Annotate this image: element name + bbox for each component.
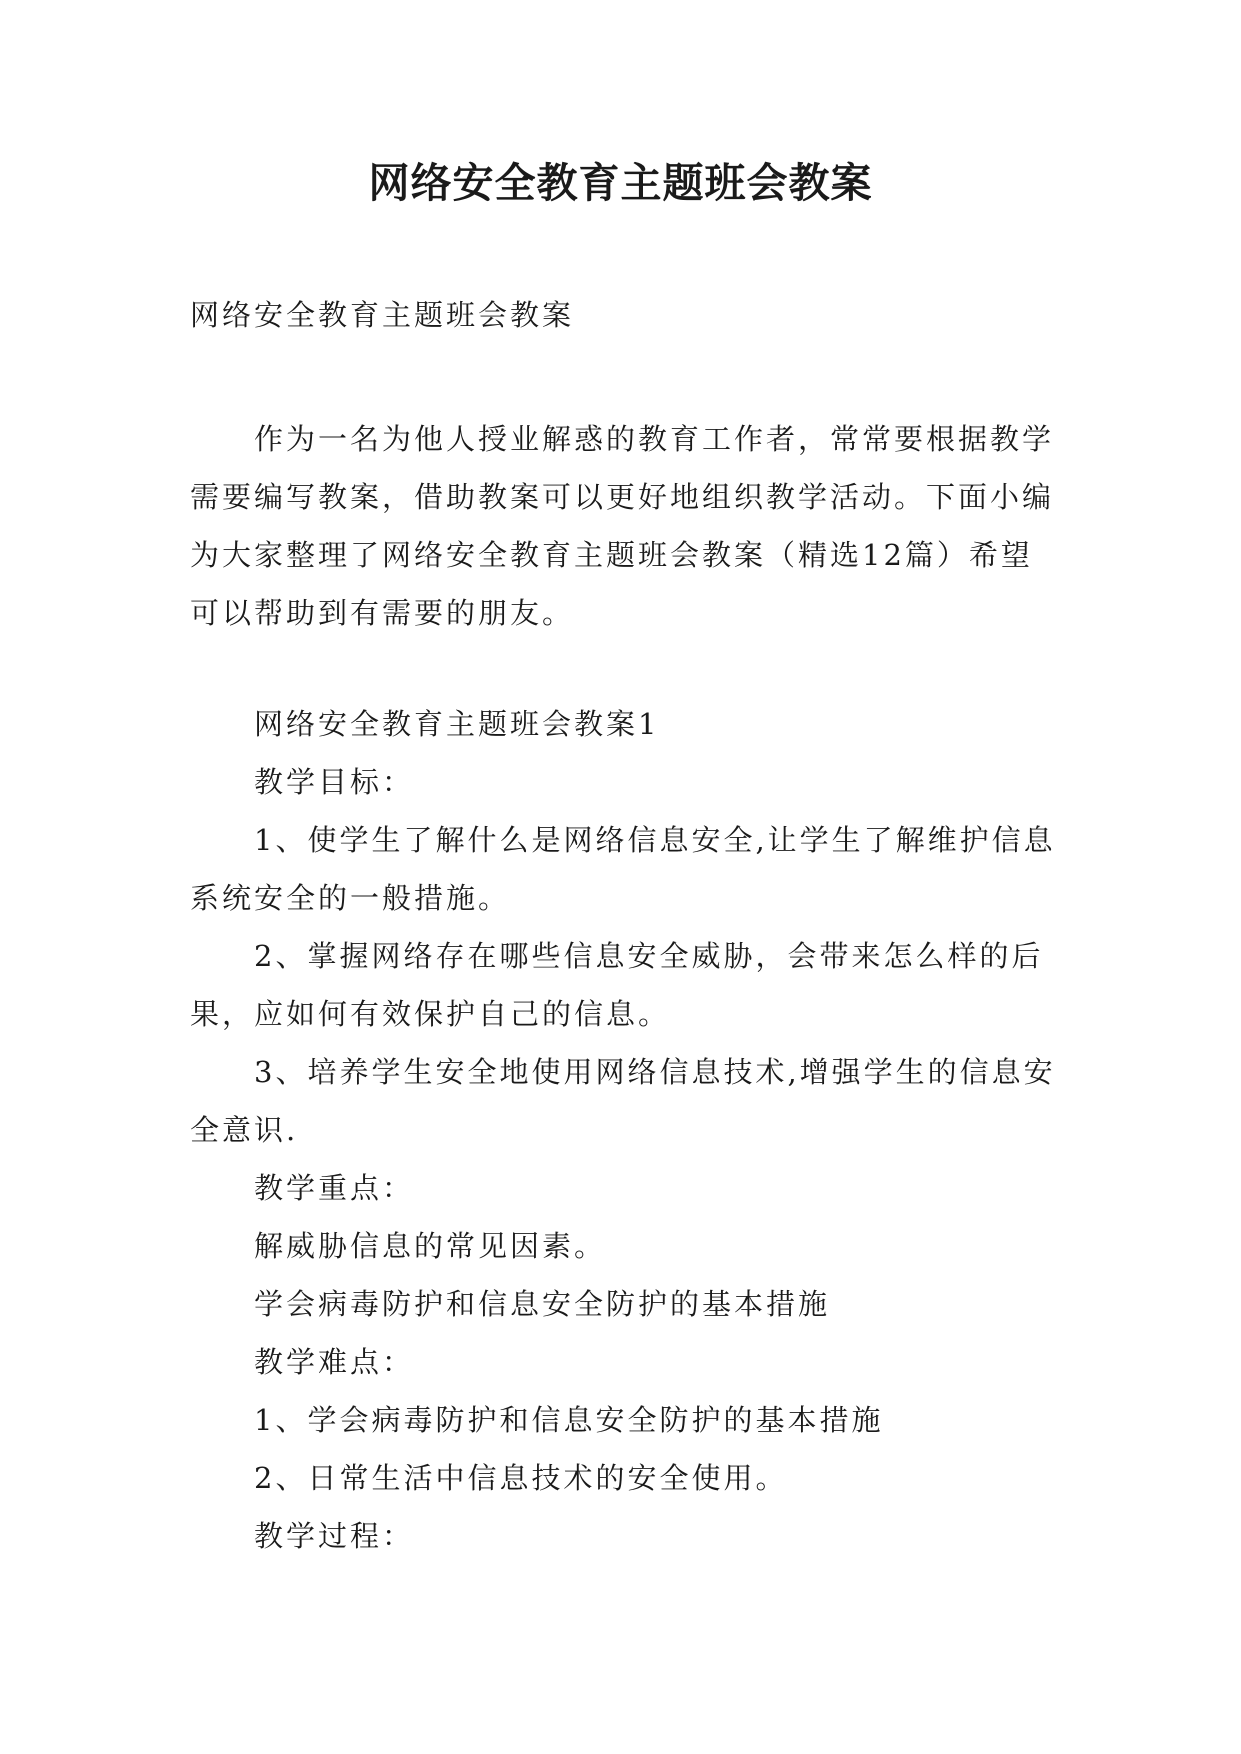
process-label: 教学过程： — [254, 1519, 415, 1553]
key-point-item: 解威胁信息的常见因素。 — [254, 1229, 607, 1263]
document-title: 网络安全教育主题班会教案 — [368, 159, 873, 207]
objective-item: 3、培养学生安全地使用网络信息技术,增强学生的信息安全意识. — [190, 1055, 1056, 1147]
intro-paragraph: 作为一名为他人授业解惑的教育工作者，常常要根据教学需要编写教案，借助教案可以更好地组织教学活动。下面小编为大家整理了网络安全教育主题班会教案（精选12篇）希望可以帮助到有需要的朋友。 — [190, 422, 1055, 630]
objective-item: 2、掌握网络存在哪些信息安全威胁，会带来怎么样的后果，应如何有效保护自己的信息。 — [190, 939, 1044, 1031]
document-subtitle: 网络安全教育主题班会教案 — [190, 298, 575, 332]
key-point-item: 学会病毒防护和信息安全防护的基本措施 — [254, 1287, 831, 1321]
key-points-label: 教学重点： — [254, 1171, 415, 1205]
objective-item: 1、使学生了解什么是网络信息安全,让学生了解维护信息系统安全的一般措施。 — [190, 823, 1056, 915]
section-heading: 网络安全教育主题班会教案1 — [254, 707, 660, 741]
difficulty-item: 1、学会病毒防护和信息安全防护的基本措施 — [254, 1403, 884, 1437]
lesson-plan-section — [190, 695, 1060, 1565]
objectives-label: 教学目标： — [254, 765, 415, 799]
difficulties-label: 教学难点： — [254, 1345, 415, 1379]
difficulty-item: 2、日常生活中信息技术的安全使用。 — [254, 1461, 788, 1495]
